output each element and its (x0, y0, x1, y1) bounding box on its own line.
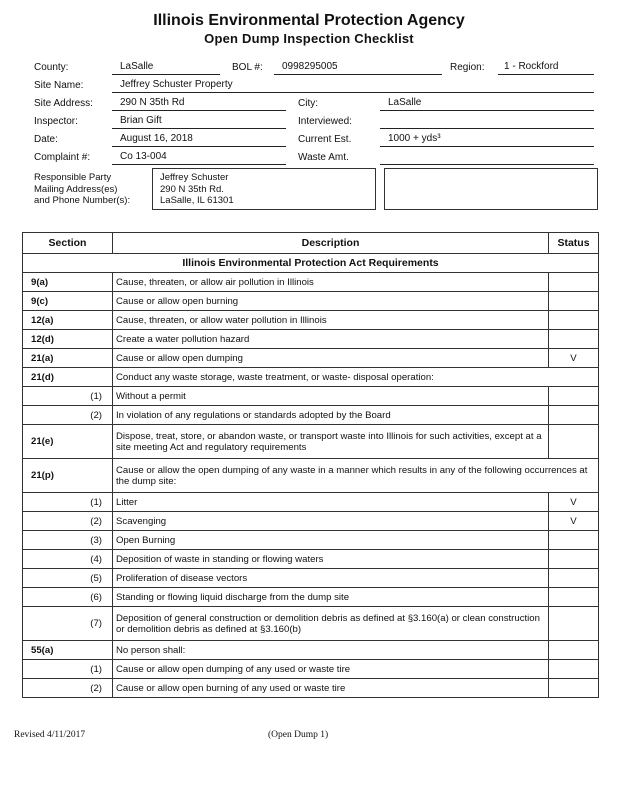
subsection-cell: (1) (23, 387, 113, 406)
form-id: (Open Dump 1) (268, 730, 329, 740)
section-cell: 9(a) (23, 273, 113, 292)
table-row (23, 387, 599, 406)
section-cell: 21(a) (23, 349, 113, 368)
description-cell: Cause, threaten, or allow water pollution in Illinois (113, 311, 549, 330)
section-cell: 55(a) (23, 641, 113, 660)
section-cell: 21(p) (23, 459, 113, 493)
description-cell: Without a permit (113, 387, 549, 406)
description-cell: Cause or allow the open dumping of any waste in a manner which results in any of the following occurrences at the dump site: (113, 459, 599, 493)
checklist-table (22, 232, 599, 698)
description-cell: Cause or allow open dumping (113, 349, 549, 368)
section-cell: 9(c) (23, 292, 113, 311)
table-row (23, 512, 599, 531)
subsection-cell: (5) (23, 569, 113, 588)
description-cell: Create a water pollution hazard (113, 330, 549, 349)
responsible-party-info: Jeffrey Schuster 290 N 35th Rd. LaSalle, IL 61301 (160, 172, 234, 206)
subsection-cell: (7) (23, 607, 113, 641)
requirements-banner: Illinois Environmental Protection Act Requirements (23, 254, 599, 273)
date-value: August 16, 2018 (120, 133, 193, 144)
section-cell: 21(e) (23, 425, 113, 459)
status-cell[interactable] (549, 273, 599, 292)
description-cell: Proliferation of disease vectors (113, 569, 549, 588)
description-cell: Cause or allow open dumping of any used or waste tire (113, 660, 549, 679)
date-label: Date: (34, 134, 58, 145)
table-row (23, 459, 599, 493)
description-cell: Dispose, treat, store, or abandon waste, or transport waste into Illinois for such activities, except at a site meeting Act and regulatory requirements (113, 425, 549, 459)
inspector-label: Inspector: (34, 116, 78, 127)
table-row (23, 349, 599, 368)
subsection-cell: (2) (23, 512, 113, 531)
status-cell[interactable] (549, 550, 599, 569)
description-cell: Deposition of general construction or demolition debris as defined at §3.160(a) or clean construction or demolition debris as defined at §3.160(b) (113, 607, 549, 641)
status-cell[interactable] (549, 588, 599, 607)
section-cell: 12(d) (23, 330, 113, 349)
col-status: Status (549, 233, 599, 254)
bol-value: 0998295005 (282, 61, 338, 72)
site-name-value: Jeffrey Schuster Property (120, 79, 233, 90)
table-row (23, 406, 599, 425)
col-section: Section (23, 233, 113, 254)
table-row (23, 569, 599, 588)
status-cell[interactable]: V (549, 493, 599, 512)
bol-label: BOL #: (232, 62, 263, 73)
status-cell[interactable] (549, 311, 599, 330)
col-description: Description (113, 233, 549, 254)
interviewed-label: Interviewed: (298, 116, 352, 127)
table-row (23, 330, 599, 349)
second-party-box (384, 168, 598, 210)
subsection-cell: (6) (23, 588, 113, 607)
status-cell[interactable]: V (549, 349, 599, 368)
agency-title: Illinois Environmental Protection Agency (153, 12, 465, 29)
section-cell: 21(d) (23, 368, 113, 387)
site-address-value: 290 N 35th Rd (120, 97, 185, 108)
site-name-label: Site Name: (34, 80, 84, 91)
status-cell[interactable] (549, 660, 599, 679)
subsection-cell: (3) (23, 531, 113, 550)
county-label: County: (34, 62, 69, 73)
current-est-label: Current Est. (298, 134, 352, 145)
status-cell[interactable] (549, 569, 599, 588)
table-row (23, 641, 599, 660)
description-cell: Standing or flowing liquid discharge from the dump site (113, 588, 549, 607)
table-row (23, 273, 599, 292)
inspector-value: Brian Gift (120, 115, 162, 126)
description-cell: Cause or allow open burning of any used or waste tire (113, 679, 549, 698)
description-cell: No person shall: (113, 641, 549, 660)
status-cell[interactable] (549, 607, 599, 641)
region-value: 1 - Rockford (504, 61, 559, 72)
status-cell[interactable] (549, 531, 599, 550)
subsection-cell: (4) (23, 550, 113, 569)
description-cell: Scavenging (113, 512, 549, 531)
description-cell: Cause or allow open burning (113, 292, 549, 311)
table-row (23, 607, 599, 641)
county-value: LaSalle (120, 61, 154, 72)
status-cell[interactable] (549, 425, 599, 459)
complaint-label: Complaint #: (34, 152, 91, 163)
table-row (23, 679, 599, 698)
status-cell[interactable] (549, 387, 599, 406)
waste-amt-label: Waste Amt. (298, 152, 349, 163)
table-row (23, 292, 599, 311)
description-cell: Open Burning (113, 531, 549, 550)
subsection-cell: (2) (23, 406, 113, 425)
city-value: LaSalle (388, 97, 422, 108)
description-cell: Conduct any waste storage, waste treatment, or waste- disposal operation: (113, 368, 599, 387)
table-row (23, 531, 599, 550)
subsection-cell: (1) (23, 660, 113, 679)
complaint-value: Co 13-004 (120, 151, 167, 162)
table-row (23, 550, 599, 569)
table-row (23, 493, 599, 512)
responsible-label: Responsible Party Mailing Address(es) and Phone Number(s): (34, 172, 131, 206)
table-row (23, 425, 599, 459)
status-cell[interactable] (549, 292, 599, 311)
subsection-cell: (1) (23, 493, 113, 512)
description-cell: Litter (113, 493, 549, 512)
status-cell[interactable] (549, 406, 599, 425)
description-cell: Deposition of waste in standing or flowing waters (113, 550, 549, 569)
description-cell: In violation of any regulations or standards adopted by the Board (113, 406, 549, 425)
status-cell[interactable] (549, 641, 599, 660)
status-cell[interactable]: V (549, 512, 599, 531)
form-title: Open Dump Inspection Checklist (204, 31, 414, 46)
table-row (23, 368, 599, 387)
region-label: Region: (450, 62, 485, 73)
table-row (23, 660, 599, 679)
status-cell[interactable] (549, 330, 599, 349)
description-cell: Cause, threaten, or allow air pollution in Illinois (113, 273, 549, 292)
city-label: City: (298, 98, 318, 109)
section-cell: 12(a) (23, 311, 113, 330)
current-est-value: 1000 + yds³ (388, 133, 441, 144)
subsection-cell: (2) (23, 679, 113, 698)
status-cell[interactable] (549, 679, 599, 698)
table-row (23, 588, 599, 607)
table-row (23, 311, 599, 330)
site-address-label: Site Address: (34, 98, 93, 109)
revised-date: Revised 4/11/2017 (14, 730, 86, 740)
